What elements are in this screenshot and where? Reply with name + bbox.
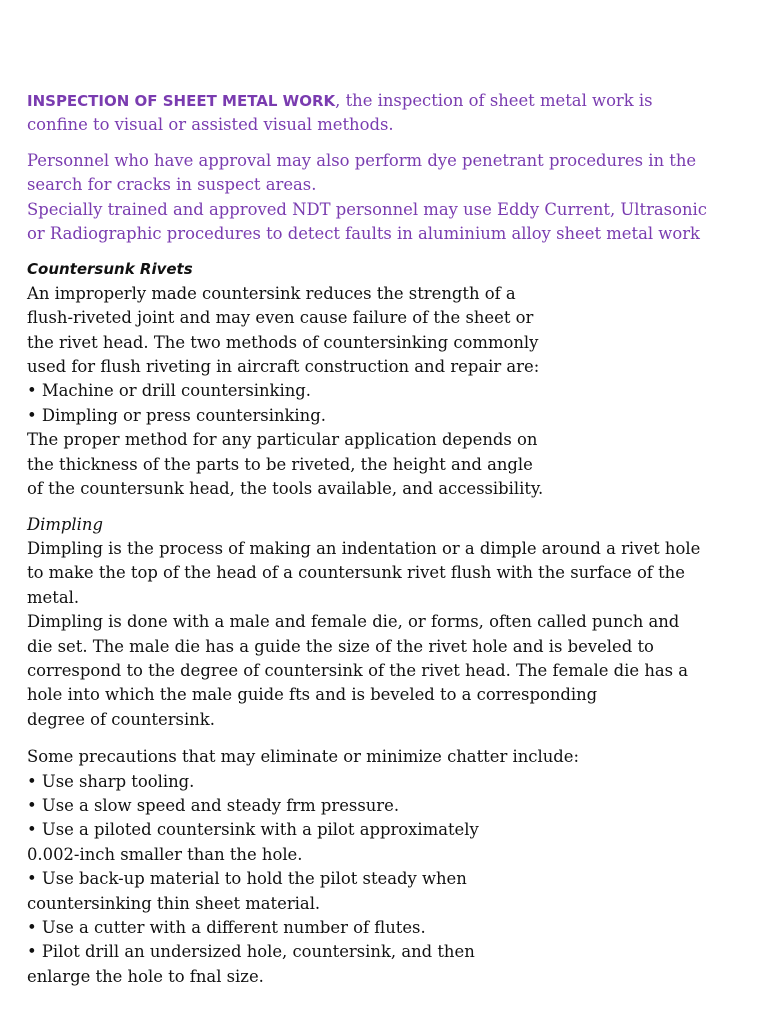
- countersunk-line: An improperly made countersink reduces the strength of a: [27, 283, 516, 303]
- personnel-paragraph: [27, 149, 742, 247]
- precautions-bullet: • Use sharp tooling.: [27, 771, 195, 791]
- dimpling-line: degree of countersink.: [27, 709, 215, 729]
- personnel-line: Personnel who have approval may also perform dye penetrant procedures in the: [27, 150, 697, 170]
- dimpling-line: die set. The male die has a guide the size of the rivet hole and is beveled to: [27, 636, 654, 656]
- dimpling-line: metal.: [27, 587, 80, 607]
- personnel-line: search for cracks in suspect areas.: [27, 175, 317, 195]
- countersunk-bullet: • Machine or drill countersinking.: [27, 381, 311, 401]
- countersunk-bullet: • Dimpling or press countersinking.: [27, 405, 326, 425]
- intro-line-2: confine to visual or assisted visual methods.: [27, 115, 394, 135]
- countersunk-line: of the countersunk head, the tools available, and accessibility.: [27, 479, 544, 499]
- countersunk-line: the rivet head. The two methods of countersinking commonly: [27, 332, 539, 352]
- intro-line-1-rest: , the inspection of sheet metal work is: [335, 91, 653, 110]
- countersunk-line: the thickness of the parts to be riveted, the height and angle: [27, 454, 533, 474]
- precautions-bullet: • Use a piloted countersink with a pilot approximately: [27, 820, 479, 840]
- intro-line-1: [27, 89, 742, 113]
- precautions-line: countersinking thin sheet material.: [27, 893, 321, 913]
- precautions-intro: Some precautions that may eliminate or minimize chatter include:: [27, 747, 579, 767]
- countersunk-heading: Countersunk Rivets: [27, 260, 193, 279]
- countersunk-line: The proper method for any particular application depends on: [27, 430, 538, 450]
- precautions-bullet: • Use a cutter with a different number of flutes.: [27, 918, 426, 937]
- dimpling-line: hole into which the male guide fts and is beveled to a corresponding: [27, 685, 598, 705]
- precautions-bullet: • Use a slow speed and steady frm pressure.: [27, 795, 400, 815]
- personnel-line: or Radiographic procedures to detect faults in aluminium alloy sheet metal work: [27, 224, 700, 244]
- precautions-bullet: • Use back-up material to hold the pilot steady when: [27, 869, 467, 889]
- dimpling-line: Dimpling is done with a male and female die, or forms, often called punch and: [27, 612, 680, 632]
- dimpling-line: to make the top of the head of a countersunk rivet flush with the surface of the: [27, 563, 685, 583]
- countersunk-line: flush-riveted joint and may even cause failure of the sheet or: [27, 308, 534, 328]
- precautions-section: [27, 745, 742, 989]
- dimpling-section: [27, 513, 742, 733]
- dimpling-line: correspond to the degree of countersink of the rivet head. The female die has a: [27, 660, 689, 680]
- countersunk-section: [27, 257, 742, 501]
- dimpling-line: Dimpling is the process of making an indentation or a dimple around a rivet hole: [27, 538, 701, 558]
- countersunk-line: used for flush riveting in aircraft construction and repair are:: [27, 357, 540, 377]
- dimpling-heading: Dimpling: [27, 514, 103, 534]
- document-page: [27, 89, 742, 989]
- precautions-line: enlarge the hole to fnal size.: [27, 966, 264, 986]
- intro-paragraph: [27, 89, 742, 138]
- intro-heading: INSPECTION OF SHEET METAL WORK: [27, 92, 336, 110]
- personnel-line: Specially trained and approved NDT personnel may use Eddy Current, Ultrasonic: [27, 199, 707, 219]
- precautions-line: 0.002-inch smaller than the hole.: [27, 844, 303, 864]
- precautions-bullet: • Pilot drill an undersized hole, countersink, and then: [27, 942, 475, 962]
